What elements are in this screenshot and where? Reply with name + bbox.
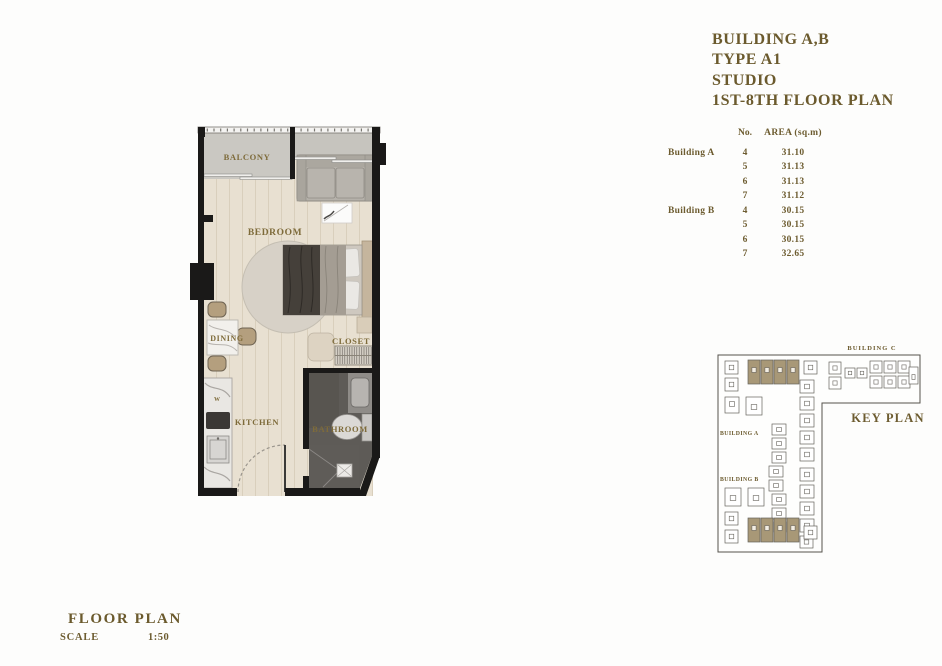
key-plan-unit	[800, 431, 814, 444]
area-table-row	[662, 233, 828, 248]
room-label-bathroom: BATHROOM	[312, 424, 368, 434]
title-line-unit: STUDIO	[712, 71, 777, 89]
room-label-closet: CLOSET	[331, 336, 371, 346]
room-label-kitchen: KITCHEN	[234, 417, 280, 427]
header-no: No.	[738, 128, 752, 139]
area-table-rows	[662, 146, 828, 262]
title-line-building: BUILDING A,B	[712, 31, 830, 48]
floor-plan-drawing	[190, 115, 400, 515]
key-plan-unit	[804, 526, 817, 539]
key-plan-unit	[884, 376, 896, 388]
key-plan-unit	[800, 502, 814, 515]
area-table-row	[662, 218, 828, 233]
key-plan-title: KEY PLAN	[851, 411, 925, 425]
drawing-title: FLOOR PLAN	[68, 611, 182, 627]
key-plan-unit	[800, 468, 814, 481]
room-label-dining: DINING	[210, 334, 244, 343]
key-plan-unit	[800, 485, 814, 498]
key-plan-label-building-b: BUILDING B	[720, 477, 759, 483]
title-line-floors: 1ST-8TH FLOOR PLAN	[712, 92, 894, 110]
building-label: Building A	[668, 147, 715, 158]
area-table-row	[662, 146, 828, 161]
key-plan-unit-mark	[752, 368, 756, 373]
unit-area: 30.15	[781, 234, 805, 245]
unit-area: 31.12	[781, 191, 805, 202]
key-plan-unit	[725, 512, 738, 525]
key-plan-unit	[898, 361, 910, 373]
unit-area: 30.15	[781, 220, 805, 231]
key-plan-unit	[884, 361, 896, 373]
area-table-row	[662, 204, 828, 219]
unit-no: 4	[742, 205, 748, 216]
cooktop	[206, 412, 230, 429]
unit-no: 4	[742, 147, 748, 158]
key-plan-unit	[772, 508, 786, 519]
unit-no: 7	[742, 191, 748, 202]
bed	[283, 241, 373, 319]
key-plan-unit-mark	[765, 526, 769, 531]
unit-no: 7	[742, 249, 748, 260]
key-plan-unit-mark	[791, 368, 795, 373]
closet-wardrobe	[335, 346, 373, 365]
unit-no: 6	[742, 176, 748, 187]
key-plan-unit	[800, 414, 814, 427]
key-plan-unit	[725, 397, 739, 413]
washer-mark: W	[214, 397, 220, 403]
key-plan-unit	[772, 438, 786, 449]
bench	[308, 333, 334, 361]
area-table-row	[662, 160, 828, 175]
key-plan-unit-mark	[765, 368, 769, 373]
unit-no: 6	[742, 234, 748, 245]
area-table-row	[662, 189, 828, 204]
key-plan-unit-mark	[752, 526, 756, 531]
key-plan-unit	[725, 361, 738, 374]
key-plan-unit	[800, 448, 814, 461]
key-plan-label-building-a: BUILDING A	[720, 431, 759, 437]
scale-value: 1:50	[148, 632, 170, 643]
key-plan-unit	[829, 377, 841, 389]
key-plan-unit	[870, 361, 882, 373]
key-plan-unit	[769, 466, 783, 477]
key-plan-unit	[725, 530, 738, 543]
unit-no: 5	[742, 220, 748, 231]
key-plan-unit-mark	[778, 368, 782, 373]
unit-area: 30.15	[781, 205, 805, 216]
key-plan-unit	[804, 361, 817, 374]
key-plan-unit	[769, 480, 783, 491]
key-plan-unit	[800, 380, 814, 393]
header-area: AREA (sq.m)	[764, 128, 822, 139]
key-plan-unit	[748, 488, 764, 506]
key-plan-unit	[772, 424, 786, 435]
key-plan-unit	[857, 368, 867, 378]
key-plan-unit	[829, 362, 841, 374]
unit-area: 32.65	[781, 249, 805, 260]
unit-area: 31.13	[781, 176, 805, 187]
key-plan-unit-mark	[778, 526, 782, 531]
unit-area: 31.10	[781, 147, 805, 158]
key-plan-unit	[898, 376, 910, 388]
bathroom-sink	[351, 378, 369, 407]
area-table	[662, 126, 828, 262]
unit-area: 31.13	[781, 162, 805, 173]
key-plan	[712, 340, 934, 558]
window-wall	[198, 127, 380, 133]
area-table-header	[662, 126, 828, 141]
key-plan-unit	[909, 367, 918, 384]
side-table	[322, 203, 352, 223]
title-line-type: TYPE A1	[712, 51, 782, 69]
key-plan-unit	[746, 397, 762, 415]
area-table-row	[662, 175, 828, 190]
key-plan-unit	[725, 378, 738, 391]
bedside-shelf	[357, 317, 372, 333]
key-plan-unit	[772, 494, 786, 505]
title-block	[712, 30, 894, 112]
key-plan-unit	[772, 452, 786, 463]
scale-label: SCALE	[60, 632, 100, 643]
room-label-balcony: BALCONY	[223, 152, 271, 162]
unit-no: 5	[742, 162, 748, 173]
area-table-row	[662, 247, 828, 262]
key-plan-unit	[845, 368, 855, 378]
building-label: Building B	[668, 205, 715, 216]
kitchen-counter	[203, 378, 232, 488]
key-plan-unit	[725, 488, 741, 506]
key-plan-unit-mark	[791, 526, 795, 531]
key-plan-unit	[800, 397, 814, 410]
key-plan-unit	[870, 376, 882, 388]
key-plan-label-building-c: BUILDING C	[847, 345, 897, 352]
room-label-bedroom: BEDROOM	[247, 228, 303, 238]
